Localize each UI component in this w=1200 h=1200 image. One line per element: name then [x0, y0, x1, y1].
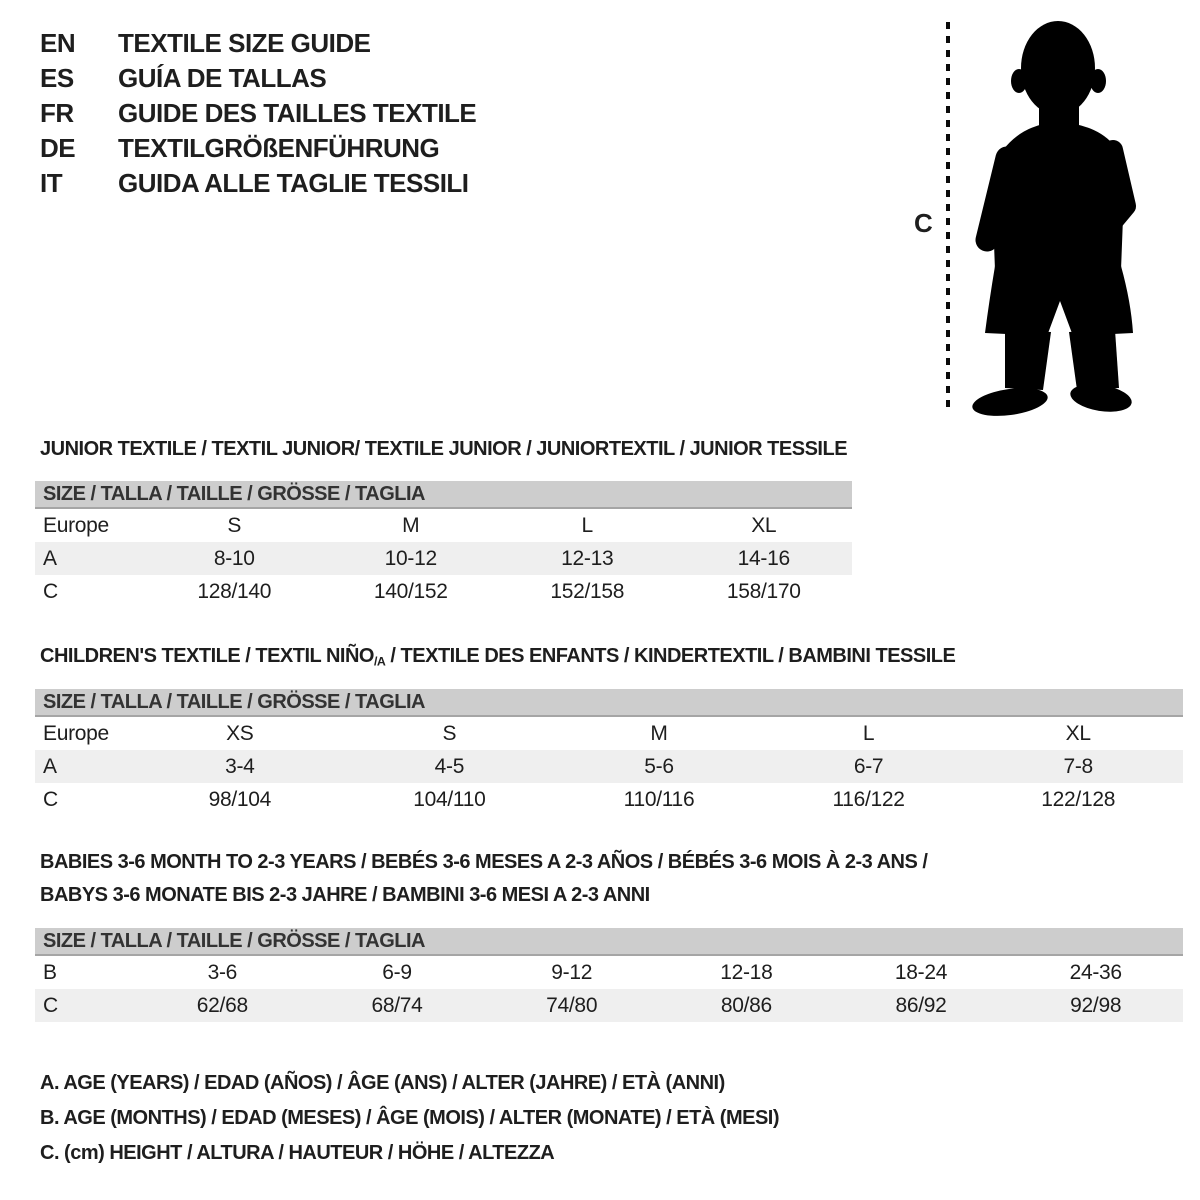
babies-section-title	[40, 846, 927, 912]
table-row-height	[35, 575, 852, 608]
height-cell: 140/152	[373, 579, 448, 603]
language-code: EN	[40, 28, 76, 58]
children-title-prefix: CHILDREN'S TEXTILE / TEXTIL NIÑO	[40, 645, 374, 667]
junior-size-table	[35, 481, 852, 608]
months-cell: 18-24	[894, 960, 948, 984]
size-table-header: SIZE / TALLA / TAILLE / GRÖSSE / TAGLIA	[35, 481, 852, 509]
toddler-silhouette-icon	[963, 18, 1137, 418]
babies-title-line1: BABIES 3-6 MONTH TO 2-3 YEARS / BEBÉS 3-6 MESES A 2-3 AÑOS / BÉBÉS 3-6 MOIS À 2-3 ANS /	[40, 851, 928, 873]
language-row-de	[40, 131, 476, 166]
guide-title-de: TEXTILGRÖßENFÜHRUNG	[118, 133, 440, 163]
legend-age-months: B. AGE (MONTHS) / EDAD (MESES) / ÂGE (MOIS) / ALTER (MONATE) / ETÀ (MESI)	[40, 1107, 780, 1129]
size-table-header: SIZE / TALLA / TAILLE / GRÖSSE / TAGLIA	[35, 928, 1183, 956]
language-code: DE	[40, 133, 76, 163]
row-label: C	[43, 993, 58, 1017]
age-cell: 14-16	[737, 546, 790, 570]
row-label: C	[43, 787, 58, 811]
legend-age-years: A. AGE (YEARS) / EDAD (AÑOS) / ÂGE (ANS) / ALTER (JAHRE) / ETÀ (ANNI)	[40, 1072, 725, 1094]
height-cell: 62/68	[196, 993, 248, 1017]
height-cell: 98/104	[208, 787, 272, 811]
height-cell: 128/140	[197, 579, 272, 603]
height-cell: 80/86	[720, 993, 772, 1017]
height-c-label: C	[914, 208, 933, 238]
months-cell: 24-36	[1069, 960, 1122, 984]
months-cell: 9-12	[551, 960, 593, 984]
table-row-height	[35, 989, 1183, 1022]
height-cell: 68/74	[371, 993, 423, 1017]
months-cell: 3-6	[207, 960, 238, 984]
height-cell: 116/122	[832, 787, 905, 811]
row-label: A	[43, 546, 57, 570]
row-label: A	[43, 754, 57, 778]
months-cell: 12-18	[720, 960, 773, 984]
babies-title-line2: BABYS 3-6 MONATE BIS 2-3 JAHRE / BAMBINI 3-6 MESI A 2-3 ANNI	[40, 884, 650, 906]
size-table-header: SIZE / TALLA / TAILLE / GRÖSSE / TAGLIA	[35, 689, 1183, 717]
table-row-age	[35, 542, 852, 575]
language-row-es	[40, 61, 476, 96]
table-row-height	[35, 783, 1183, 816]
guide-title-fr: GUIDE DES TAILLES TEXTILE	[118, 98, 477, 128]
height-cell: 158/170	[726, 579, 801, 603]
height-cell: 104/110	[413, 787, 486, 811]
language-code: ES	[40, 63, 74, 93]
height-cell: 152/158	[550, 579, 625, 603]
age-cell: 7-8	[1063, 754, 1093, 778]
junior-section-title: JUNIOR TEXTILE / TEXTIL JUNIOR/ TEXTILE JUNIOR / JUNIORTEXTIL / JUNIOR TESSILE	[40, 438, 848, 460]
legend-height-cm: C. (cm) HEIGHT / ALTURA / HAUTEUR / HÖHE / ALTEZZA	[40, 1142, 555, 1164]
size-cell: M	[402, 513, 420, 537]
language-row-it	[40, 166, 476, 201]
table-row-age	[35, 750, 1183, 783]
age-cell: 12-13	[561, 546, 614, 570]
children-title-sub: /A	[373, 654, 386, 669]
measurement-legend	[40, 1066, 779, 1171]
age-cell: 3-4	[225, 754, 255, 778]
height-cell: 92/98	[1070, 993, 1122, 1017]
size-cell: L	[862, 721, 875, 745]
months-cell: 6-9	[382, 960, 412, 984]
age-cell: 8-10	[213, 546, 255, 570]
language-code: IT	[40, 168, 63, 198]
age-cell: 6-7	[853, 754, 884, 778]
language-title-list	[40, 26, 476, 201]
age-cell: 10-12	[384, 546, 437, 570]
age-cell: 5-6	[644, 754, 674, 778]
age-cell: 4-5	[434, 754, 465, 778]
guide-title-it: GUIDA ALLE TAGLIE TESSILI	[118, 168, 469, 198]
children-section-title	[40, 645, 955, 668]
height-cell: 110/116	[623, 787, 695, 811]
height-cell: 122/128	[1041, 787, 1116, 811]
size-cell: XS	[226, 721, 254, 745]
table-row-europe	[35, 717, 1183, 750]
row-label: Europe	[43, 513, 109, 537]
language-row-fr	[40, 96, 476, 131]
language-code: FR	[40, 98, 74, 128]
size-cell: XL	[1065, 721, 1091, 745]
guide-title-en: TEXTILE SIZE GUIDE	[118, 28, 371, 58]
row-label: C	[43, 579, 58, 603]
height-cell: 74/80	[546, 993, 598, 1017]
children-title-suffix: / TEXTILE DES ENFANTS / KINDERTEXTIL / BAMBINI TESSILE	[385, 645, 956, 667]
language-row-en	[40, 26, 476, 61]
size-cell: S	[227, 513, 242, 537]
size-cell: L	[581, 513, 593, 537]
size-cell: XL	[751, 513, 777, 537]
size-cell: S	[442, 721, 457, 745]
height-dashed-line	[946, 22, 950, 414]
guide-title-es: GUÍA DE TALLAS	[118, 63, 327, 93]
table-row-months	[35, 956, 1183, 989]
row-label: B	[43, 960, 57, 984]
babies-size-table	[35, 928, 1183, 1022]
height-cell: 86/92	[895, 993, 947, 1017]
size-cell: M	[650, 721, 668, 745]
row-label: Europe	[43, 721, 109, 745]
table-row-europe	[35, 509, 852, 542]
children-size-table	[35, 689, 1183, 816]
